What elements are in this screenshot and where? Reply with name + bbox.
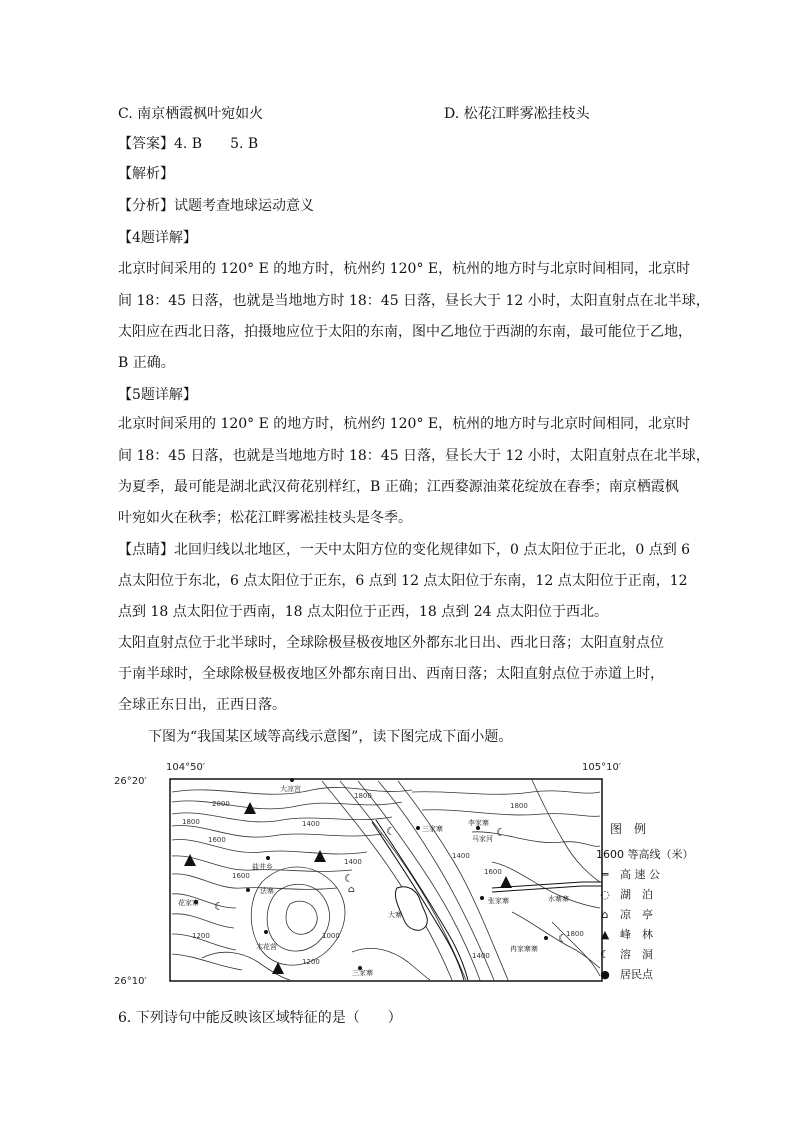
svg-text:☾: ☾ — [386, 825, 396, 838]
option-c: C. 南京栖霞枫叶宛如火 — [118, 106, 264, 122]
svg-text:☾: ☾ — [496, 826, 506, 839]
place-label: 三家寨 — [352, 969, 373, 977]
contour-label: 1400 — [344, 858, 362, 866]
tip-line: 【点睛】北回归线以北地区，一天中太阳方位的变化规律如下，0 点太阳位于正北，0 点到 6 — [118, 542, 691, 558]
contour-label: 1800 — [182, 818, 200, 826]
legend-label: 溶 洞 — [620, 948, 653, 961]
contour-label: 1600 — [232, 872, 250, 880]
svg-text:☾: ☾ — [344, 872, 354, 885]
q4-line: B 正确。 — [118, 355, 175, 371]
q4-line: 北京时间采用的 120° E 的地方时，杭州约 120° E，杭州的地方时与北京时间相同，北京时 — [118, 261, 691, 277]
q5-line: 间 18：45 日落，也就是当地地方时 18：45 日落，昼长大于 12 小时，太阳直射点在北半球， — [118, 448, 710, 464]
pavilion-icon: ⌂ — [348, 885, 355, 895]
tip-line: 点到 18 点太阳位于西南，18 点太阳位于正西，18 点到 24 点太阳位于西北。 — [118, 604, 608, 620]
contour-label: 1200 — [302, 958, 320, 966]
q5-title: 【5题详解】 — [118, 387, 197, 403]
legend-title: 图 例 — [610, 822, 647, 836]
legend-item-peak-forest — [596, 926, 653, 942]
contour-label: 1800 — [566, 930, 584, 938]
place-label: 李家寨 — [468, 819, 489, 827]
legend-item-contour — [596, 846, 694, 862]
contour-label: 1600 — [484, 868, 502, 876]
contour-label: 1200 — [192, 932, 210, 940]
highway-icon: ═ — [601, 868, 609, 881]
legend-item-highway — [596, 866, 660, 882]
contour-line-icon: 1600 等高线（米） — [596, 848, 694, 861]
lake-icon: ◌ — [600, 888, 610, 901]
legend-label: 高 速 公 — [620, 868, 660, 881]
q5-line: 北京时间采用的 120° E 的地方时，杭州约 120° E，杭州的地方时与北京时间相同，北京时 — [118, 416, 691, 432]
place-label: 水寨寨 — [548, 895, 569, 903]
settlement-icon: ● — [600, 968, 610, 981]
legend-item-karst-cave — [596, 946, 653, 962]
question-6: 6. 下列诗句中能反映该区域特征的是（ ） — [118, 1010, 402, 1026]
place-label: 张家寨 — [488, 897, 509, 905]
contour-label: 1400 — [452, 852, 470, 860]
tip-line: 点太阳位于东北，6 点太阳位于正东，6 点到 12 点太阳位于东南，12 点太阳位于正南，12 — [118, 573, 688, 589]
longitude-left: 104°50′ — [166, 762, 206, 773]
contour-label: 2000 — [212, 800, 230, 808]
contour-map — [112, 762, 712, 998]
analysis-intro: 【分析】试题考查地球运动意义 — [118, 198, 314, 214]
q4-line: 间 18：45 日落，也就是当地地方时 18：45 日落，昼长大于 12 小时，太阳直射点在北半球， — [118, 293, 710, 309]
contour-label: 1800 — [354, 792, 372, 800]
legend-label: 居民点 — [620, 968, 653, 981]
tip-line: 太阳直射点位于北半球时，全球除极昼极夜地区外都东北日出、西北日落；太阳直射点位 — [118, 635, 664, 651]
peak-forest-icon: ▲ — [600, 928, 610, 941]
contour-label: 1600 — [208, 836, 226, 844]
analysis-title: 【解析】 — [118, 166, 174, 182]
tip-line: 于南半球时，全球除极昼极夜地区外都东南日出、西南日落；太阳直射点位于赤道上时， — [118, 666, 664, 682]
longitude-right: 105°10′ — [582, 762, 622, 773]
contour-label: 1000 — [322, 932, 340, 940]
karst-cave-icon: ☾ — [600, 948, 610, 961]
place-label: 大凉宫 — [280, 785, 301, 793]
q5-line: 叶宛如火在秋季；松花江畔雾凇挂枝头是冬季。 — [118, 510, 412, 526]
legend-label: 湖 泊 — [620, 888, 653, 901]
legend-label: 峰 林 — [620, 928, 653, 941]
pavilion-icon: ⌂ — [601, 908, 609, 921]
place-label: 法寨 — [260, 887, 274, 895]
legend-item-lake — [596, 886, 653, 902]
place-label: 三家寨 — [422, 825, 443, 833]
q4-title: 【4题详解】 — [118, 230, 197, 246]
place-label: 盐井乡 — [252, 863, 273, 871]
contour-label: 1400 — [472, 952, 490, 960]
legend-item-pavilion — [596, 906, 653, 922]
place-label: 冉家寨寨 — [510, 945, 538, 953]
tip-line: 全球正东日出，正西日落。 — [118, 697, 286, 713]
contour-label: 1400 — [302, 820, 320, 828]
latitude-top: 26°20′ — [114, 776, 147, 787]
legend-item-settlement — [596, 966, 653, 982]
place-label: 大寨 — [388, 911, 402, 919]
answer-line: 【答案】4. B 5. B — [118, 136, 259, 152]
svg-text:☾: ☾ — [214, 900, 224, 913]
contour-label: 1800 — [510, 802, 528, 810]
option-d: D. 松花江畔雾凇挂枝头 — [444, 106, 590, 122]
latitude-bottom: 26°10′ — [114, 976, 147, 987]
q4-line: 太阳应在西北日落，拍摄地应位于太阳的东南，图中乙地位于西湖的东南，最可能位于乙地， — [118, 324, 692, 340]
figure-intro: 下图为“我国某区域等高线示意图”，读下图完成下面小题。 — [148, 729, 513, 745]
place-label: 马家河 — [472, 835, 493, 843]
place-label: 花家寨 — [178, 899, 199, 907]
q5-line: 为夏季，最可能是湖北武汉荷花别样红，B 正确；江西婺源油菜花绽放在春季；南京栖霞枫 — [118, 479, 679, 495]
place-label: 木花营 — [256, 943, 277, 951]
svg-text:☾: ☾ — [558, 932, 568, 945]
legend-label: 凉 亭 — [620, 908, 653, 921]
